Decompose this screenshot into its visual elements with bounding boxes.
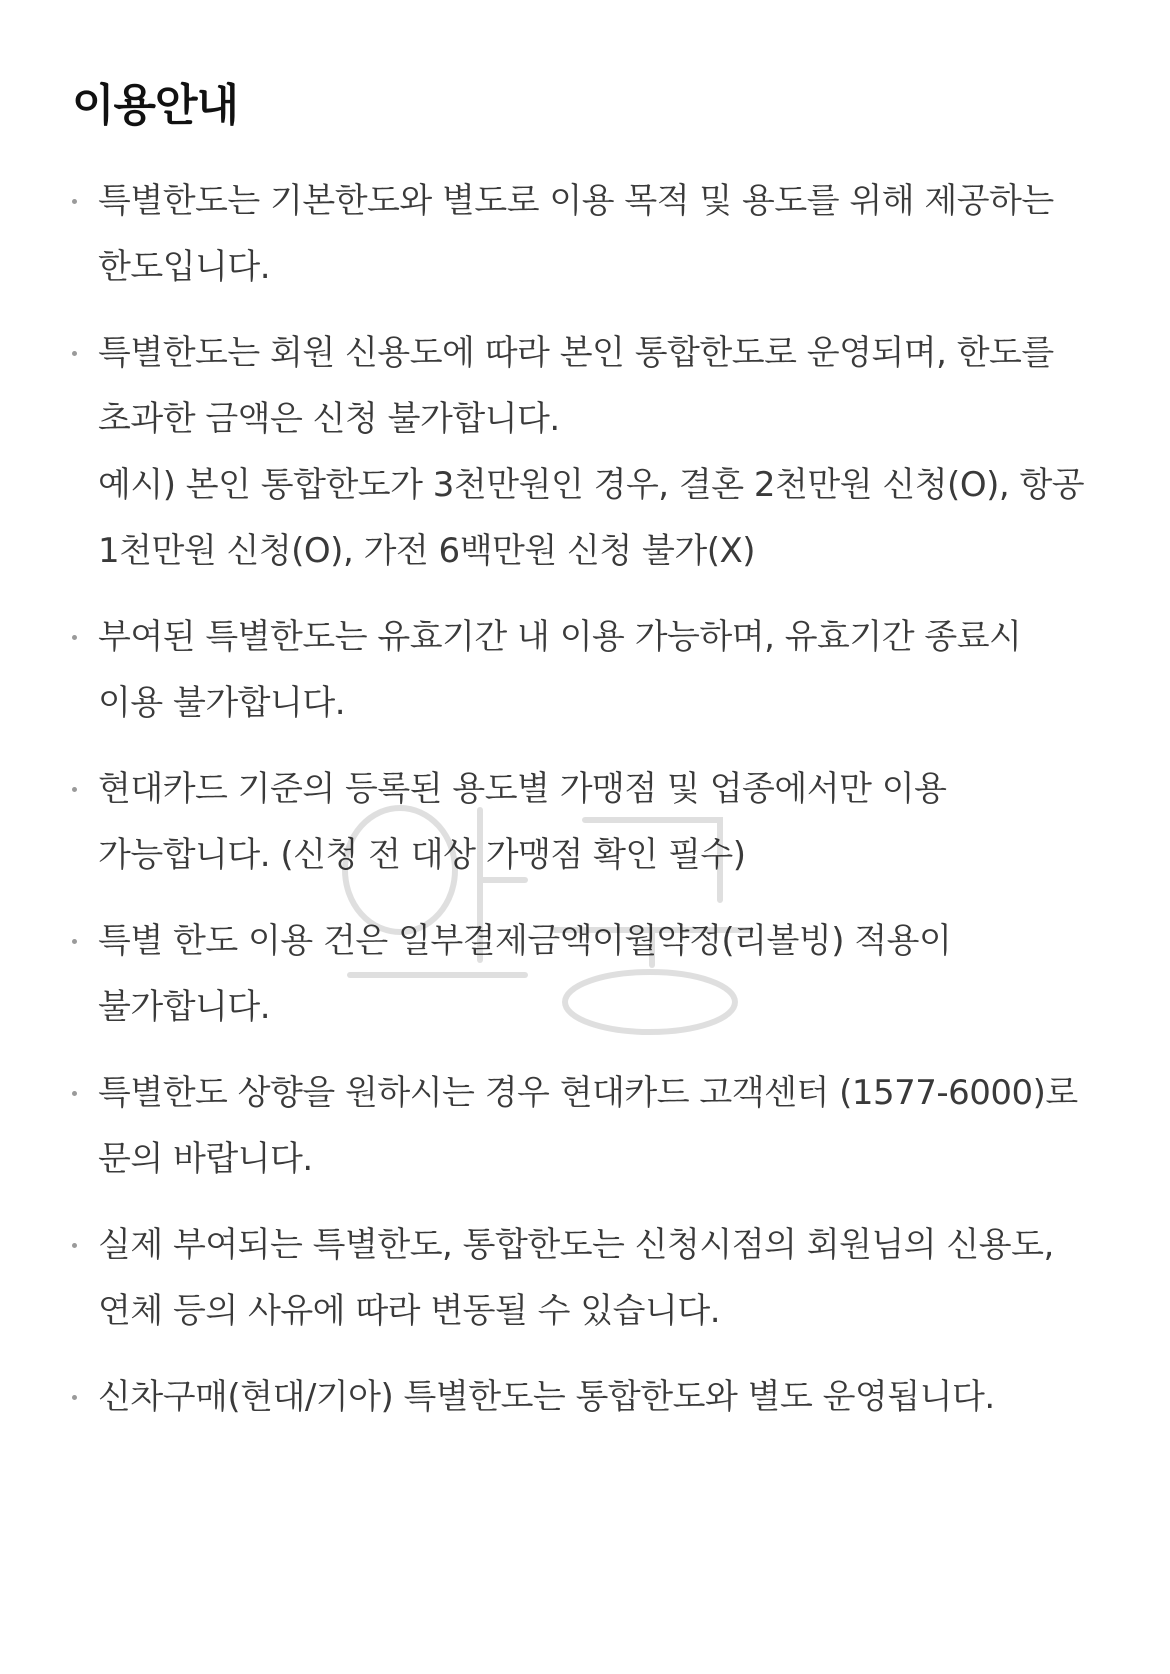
bullet-dot-icon (72, 787, 77, 792)
info-section (72, 76, 1092, 1450)
list-item (72, 604, 1092, 736)
list-item (72, 168, 1092, 300)
page-title: 이용안내 (72, 80, 239, 131)
list-item (72, 908, 1092, 1040)
list-item-text: 특별한도 상향을 원하시는 경우 현대카드 고객센터 (1577-6000)로 문의 바랍니다. (98, 1073, 1078, 1179)
list-item (72, 1364, 1092, 1430)
list-item-text: 특별한도는 회원 신용도에 따라 본인 통합한도로 운영되며, 한도를 초과한 금액은 신청 불가합니다. (98, 333, 1054, 439)
list-item-text: 현대카드 기준의 등록된 용도별 가맹점 및 업종에서만 이용 가능합니다. (신청 전 대상 가맹점 확인 필수) (98, 769, 947, 875)
bullet-dot-icon (72, 351, 77, 356)
list-item-example: 예시) 본인 통합한도가 3천만원인 경우, 결혼 2천만원 신청(O), 항공 1천만원 신청(O), 가전 6백만원 신청 불가(X) (98, 465, 1085, 571)
list-item-text: 특별 한도 이용 건은 일부결제금액이월약정(리볼빙) 적용이 불가합니다. (98, 921, 952, 1027)
bullet-dot-icon (72, 939, 77, 944)
bullet-dot-icon (72, 1091, 77, 1096)
list-item-text: 실제 부여되는 특별한도, 통합한도는 신청시점의 회원님의 신용도, 연체 등의 사유에 따라 변동될 수 있습니다. (98, 1225, 1054, 1331)
bullet-dot-icon (72, 1243, 77, 1248)
list-item (72, 320, 1092, 584)
list-item (72, 1212, 1092, 1344)
bullet-dot-icon (72, 199, 77, 204)
info-list (72, 168, 1092, 1430)
bullet-dot-icon (72, 635, 77, 640)
list-item (72, 756, 1092, 888)
bullet-dot-icon (72, 1395, 77, 1400)
list-item (72, 1060, 1092, 1192)
list-item-text: 부여된 특별한도는 유효기간 내 이용 가능하며, 유효기간 종료시 이용 불가합니다. (98, 617, 1022, 723)
list-item-text: 특별한도는 기본한도와 별도로 이용 목적 및 용도를 위해 제공하는 한도입니다. (98, 181, 1054, 287)
list-item-text: 신차구매(현대/기아) 특별한도는 통합한도와 별도 운영됩니다. (98, 1377, 995, 1417)
